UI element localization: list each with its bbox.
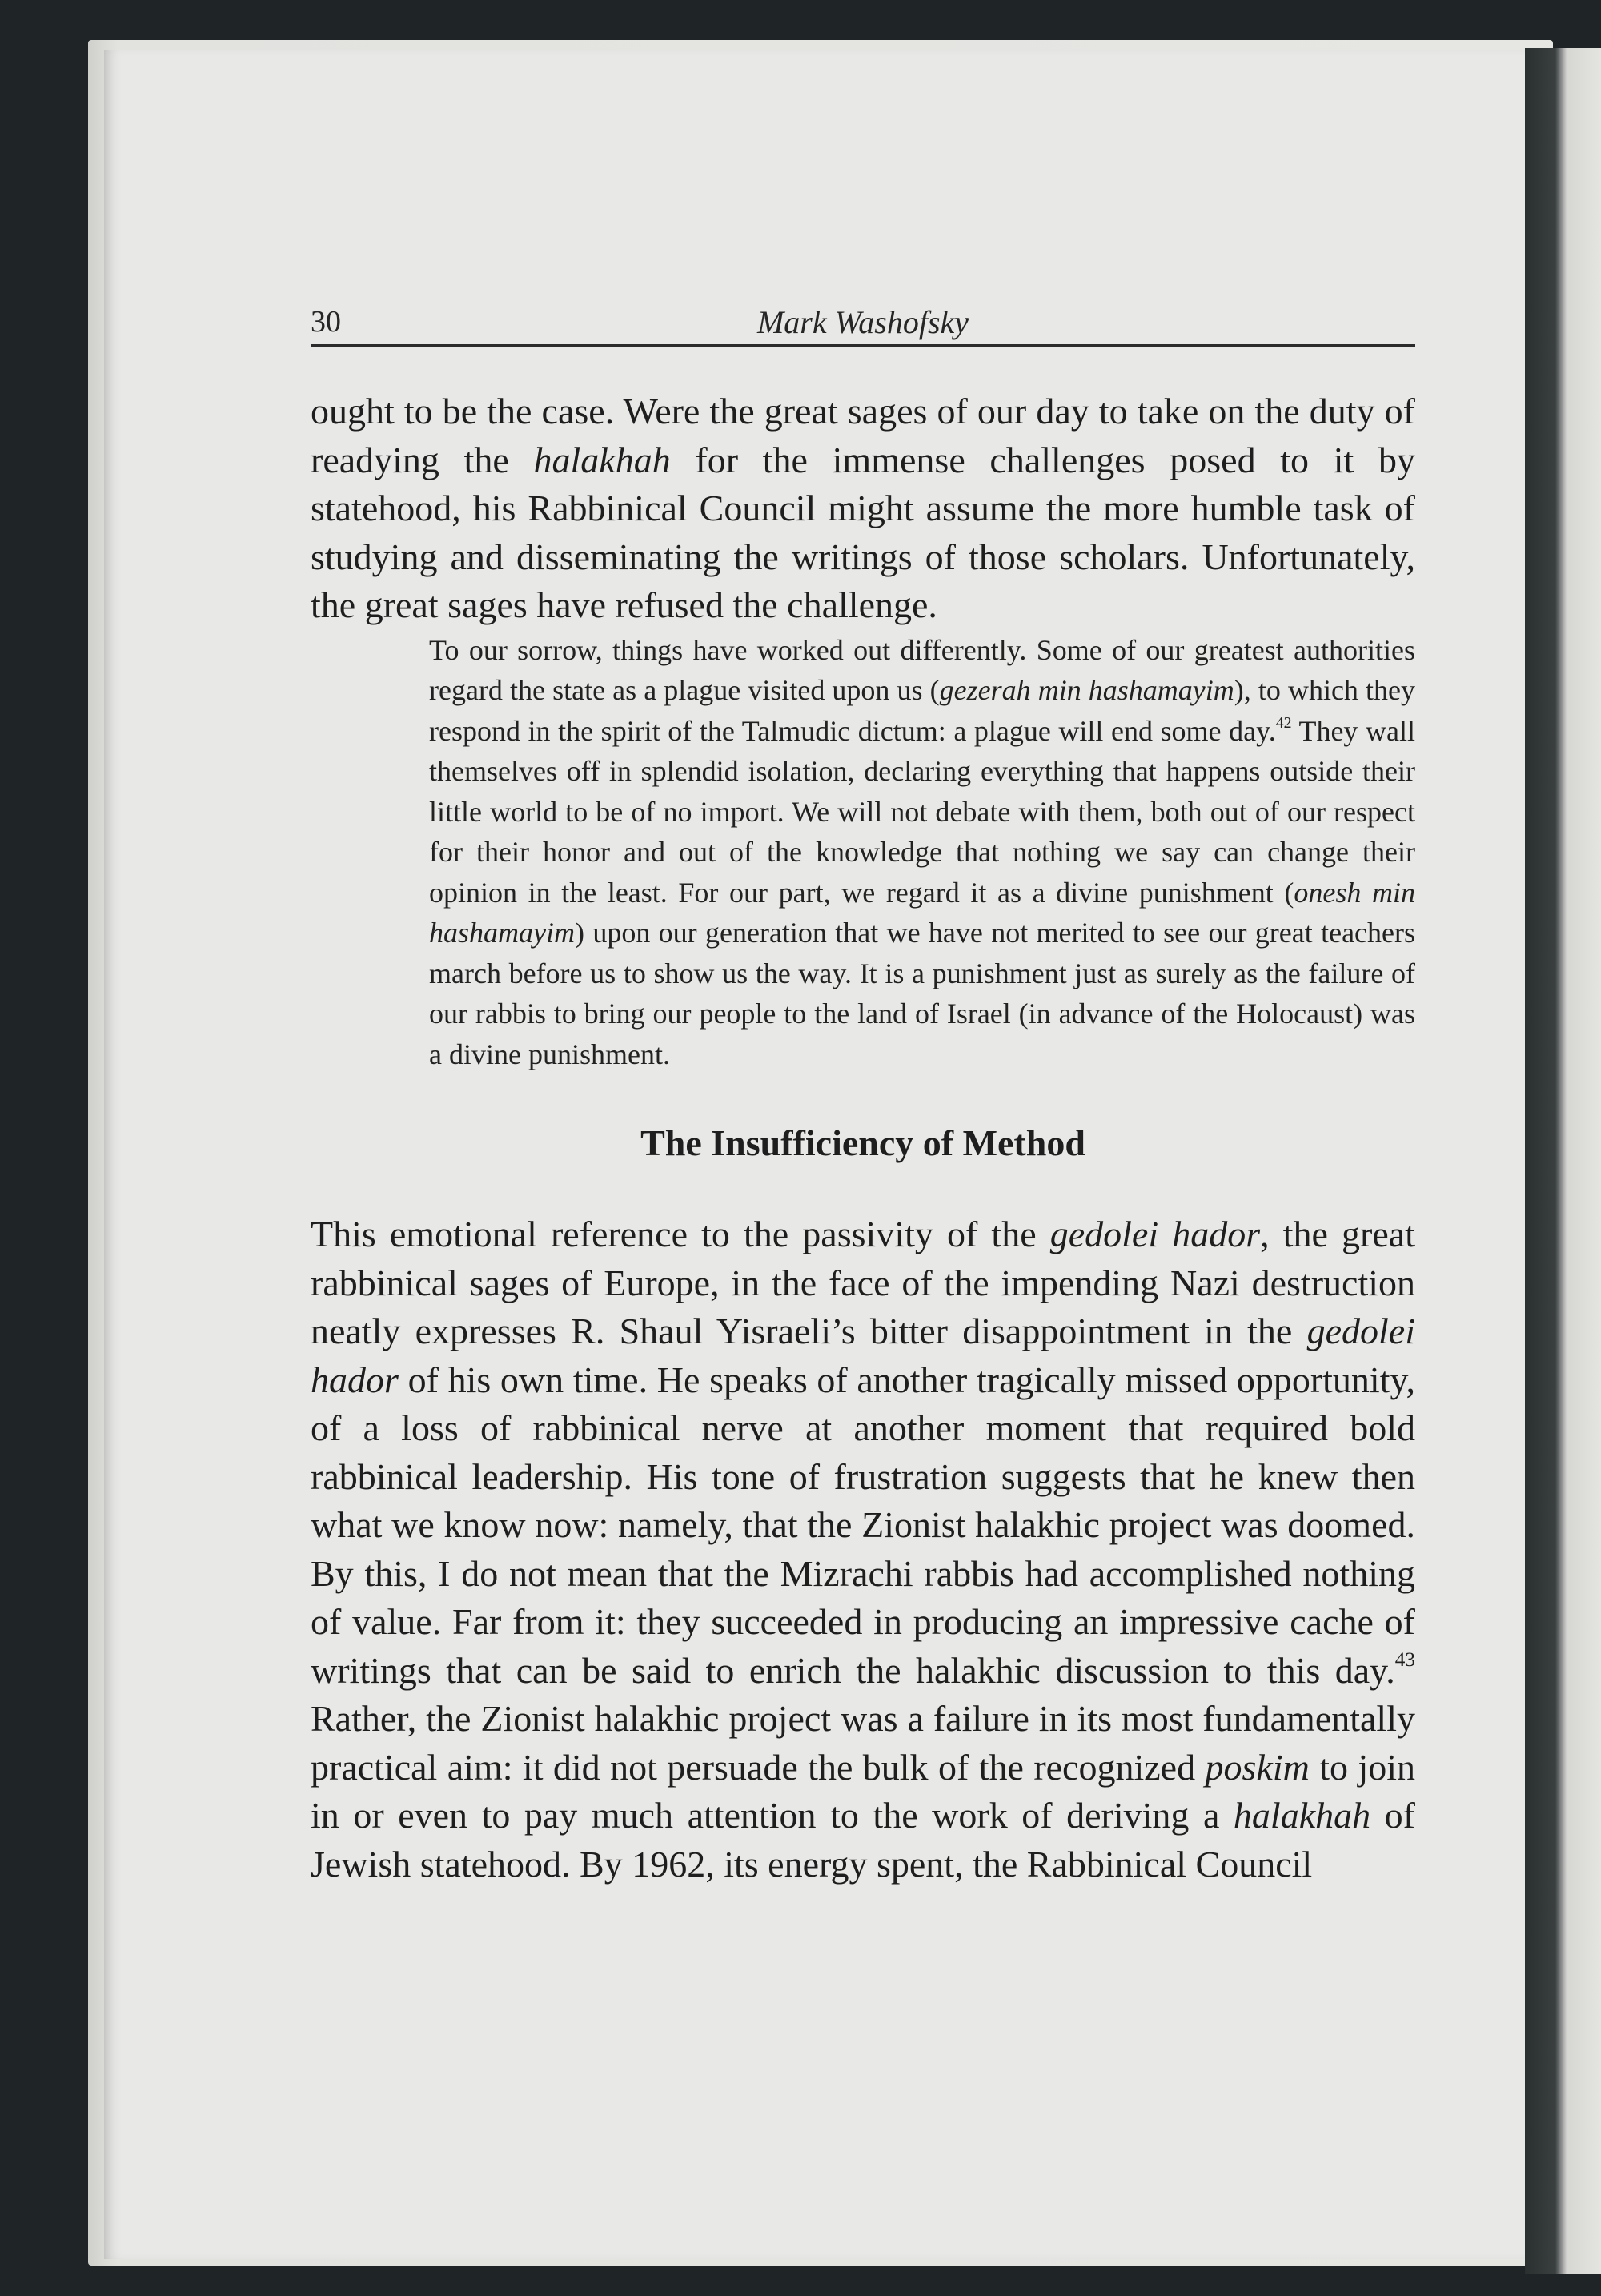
facing-page-edge bbox=[1525, 48, 1601, 2274]
term-onesh-min-hashamayim: onesh min hashamayim bbox=[429, 876, 1415, 949]
running-head-author: Mark Washofsky bbox=[756, 304, 969, 340]
footnote-ref-43: 43 bbox=[1394, 1648, 1415, 1672]
page-number: 30 bbox=[311, 305, 341, 339]
term-halakhah: halakhah bbox=[533, 439, 671, 480]
footnote-ref-42: 42 bbox=[1275, 713, 1292, 732]
term-poskim: poskim bbox=[1205, 1746, 1310, 1788]
paragraph-1: ought to be the case. Were the great sages of our day to take on the duty of readying the halakhah for the immense challenges posed to it by statehood, his Rabbinical Council might assume the more humble task of studying and disseminating the writings of those scholars. Unfortunately, the great sages have refused the challenge. bbox=[311, 391, 1415, 625]
term-gedolei-hador: gedolei hador bbox=[1049, 1214, 1261, 1254]
running-head bbox=[311, 295, 1415, 347]
term-gedolei-hador: gedolei hador bbox=[311, 1311, 1415, 1400]
term-halakhah: halakhah bbox=[1233, 1795, 1371, 1836]
paragraph-2: This emotional reference to the passivity of the gedolei hador, the great rabbinical sages of Europe, in the face of the impending Nazi destruction neatly expresses R. Shaul Yisraeli’s bitter disappointment in the gedolei hador of his own time. He speaks of another tragically missed opportunity, of a loss of rabbinical nerve at another moment that required bold rabbinical leadership. His tone of frustration suggests that he knew then what we know now: namely, that the Zionist halakhic project was doomed. By this, I do not mean that the Mizrachi rabbis had accomplished nothing of value. Far from it: they succeeded in producing an impressive cache of writings that can be said to enrich the halakhic discussion to this day.$^{43}$ Rather, the Zionist halakhic project was a failure in its most fundamentally practical aim: it did not persuade the bulk of the recognized poskim to join in or even to pay much attention to the work of deriving a halakhah of Jewish statehood. By 1962, its energy spent, the Rabbinical Council bbox=[311, 1214, 1415, 1885]
section-heading: The Insufficiency of Method bbox=[640, 1122, 1085, 1163]
page-content bbox=[311, 387, 1415, 1889]
term-gezerah-min-hashamayim: gezerah min hashamayim bbox=[939, 674, 1234, 706]
block-quote: To our sorrow, things have worked out differently. Some of our greatest authorities regard the state as a plague visited upon us (gezerah min hashamayim), to which they respond in the spirit of the Talmudic dictum: a plague will end some day.$^{42}$ They wall themselves off in splendid isolation, declaring everything that happens outside their little world to be of no import. We will not debate with them, both out of our respect for their honor and out of the knowledge that nothing we say can change their opinion in the least. For our part, we regard it as a divine punishment (onesh min hashamayim) upon our generation that we have not merited to see our great teachers march before us to show us the way. It is a punishment just as surely as the failure of our rabbis to bring our people to the land of Israel (in advance of the Holocaust) was a divine punishment. bbox=[429, 633, 1416, 1070]
